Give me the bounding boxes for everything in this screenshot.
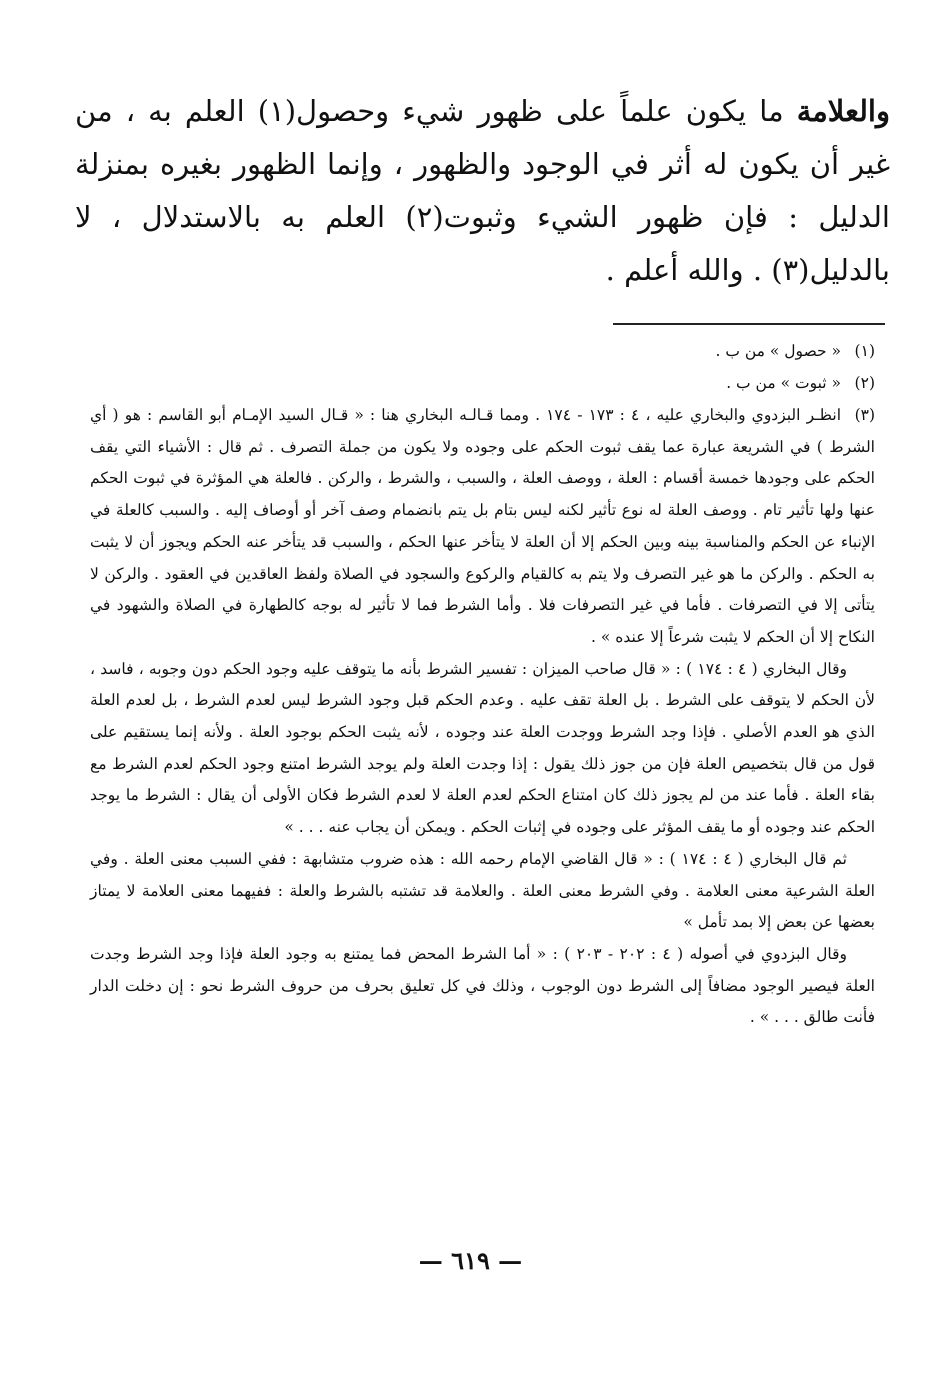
footnote-3-para-4: وقال البزدوي في أصوله ( ٤ : ٢٠٢ - ٢٠٣ ) : « أما الشرط المحض فما يمتنع به وجود العلة فإذا وجد الشرط وجدت العلة فيصير الوجود مضافاً إلى الشرط دون الوجوب ، وذلك في كل تعليق بحرف من حروف الشرط نحو : إن دخلت الدار فأنت طالق . . . » . <box>90 944 875 1027</box>
footnote-3-para-1-text: انظـر البزدوي والبخاري عليه ، ٤ : ١٧٣ - ١٧٤ . ومما قـالـه البخاري هنا : « قـال السيد الإمـام أبو القاسم : هو ( أي الشرط ) في الشريعة عبارة عما يقف ثبوت الحكم على وجوده ولا يكون من جملة التصرف . ثم قال : الأشياء التي يقف الحكم على وجودها خمسة أقسام : العلة ، ووصف العلة ، والسبب ، والشرط ، والركن . فالعلة هي المؤثرة في ثبوت الحكم عنها ولها تأثير تام . ووصف العلة له نوع تأثير لكنه ليس بتام بل يتم بانضمام وصف آخر أو أوصاف إليه . والسبب كالعلة في الإنباء عن الحكم والمناسبة بينه وبين الحكم إلا أن العلة لا يتأخر عنها الحكم ، والسبب قد يتأخر عنه الحكم ويجوز أن لا يثبت به الحكم . والركن ما هو غير التصرف ولا يتم به كالقيام والركوع والسجود في الصلاة ولفظ العاقدين في العقود . والركن لا يتأتى إلا في التصرفات . فأما في غير التصرفات فلا . وأما الشرط فما لا تأثير له بوجه كالطهارة في الصلاة والشهود في النكاح إلا أن الحكم لا يثبت شرعاً إلا عنده » . <box>90 406 875 646</box>
footnote-1-text: « حصول » من ب . <box>715 342 841 360</box>
footnote-separator <box>613 323 885 325</box>
footnote-1 <box>90 336 875 368</box>
footnote-3-number: (٣) <box>854 406 876 424</box>
footnote-2 <box>90 368 875 400</box>
footnote-3-para-2: وقال البخاري ( ٤ : ١٧٤ ) : « قال صاحب الميزان : تفسير الشرط بأنه ما يتوقف عليه وجود الحكم دون وجوبه ، فاسد ، لأن الحكم لا يتوقف على الشرط . بل العلة تقف عليه . وعدم الحكم قبل وجود الشرط ليس لعدم الشرط ، بل لعدم العلة الذي هو العدم الأصلي . فإذا وجد الشرط ووجدت العلة عند وجوده ، لأنه يثبت الحكم بوجود العلة . ولأنه إنما يستقيم على قول من قال بتخصيص العلة فإن من جوز ذلك يقول : إذا وجدت العلة ولم يوجد الشرط امتنع وجود الحكم لعدم الشرط مع بقاء العلة . فأما عند من لم يجوز ذلك كان امتناع الحكم لعدم العلة لا لعدم الشرط فكان الأولى أن يقال : الشرط ما يوجد الحكم عند وجوده أو ما يقف المؤثر على وجوده في إثبات الحكم . ويمكن أن يجاب عنه . . . » <box>90 659 875 837</box>
footnote-2-number: (٢) <box>854 374 875 392</box>
page-number: — ٦١٩ — <box>418 1246 523 1275</box>
main-body-text: ما يكون علماً على ظهور شيء وحصول(١) العلم به ، من غير أن يكون له أثر في الوجود والظهور ، وإنما الظهور بغيره بمنزلة الدليل : فإن ظهور الشيء وثبوت(٢) العلم به بالاستدلال ، لا بالدليل(٣) . والله أعلم . <box>75 94 890 287</box>
bold-term: والعلامة <box>796 94 890 128</box>
footnote-3-para-3: ثم قال البخاري ( ٤ : ١٧٤ ) : « قال القاضي الإمام رحمه الله : هذه ضروب متشابهة : ففي السبب معنى العلة . وفي العلة الشرعية معنى العلامة . وفي الشرط معنى العلة . والعلامة قد تشتبه بالشرط والعلة : ففيهما معنى العلامة لا يمتاز بعضها عن بعض إلا بمد تأمل » <box>90 849 875 932</box>
footnote-3-para-1 <box>90 400 875 654</box>
footnote-3 <box>90 400 875 1034</box>
main-paragraph <box>75 85 890 297</box>
footnote-2-text: « ثبوت » من ب . <box>726 374 841 392</box>
footnote-1-number: (١) <box>854 342 875 360</box>
